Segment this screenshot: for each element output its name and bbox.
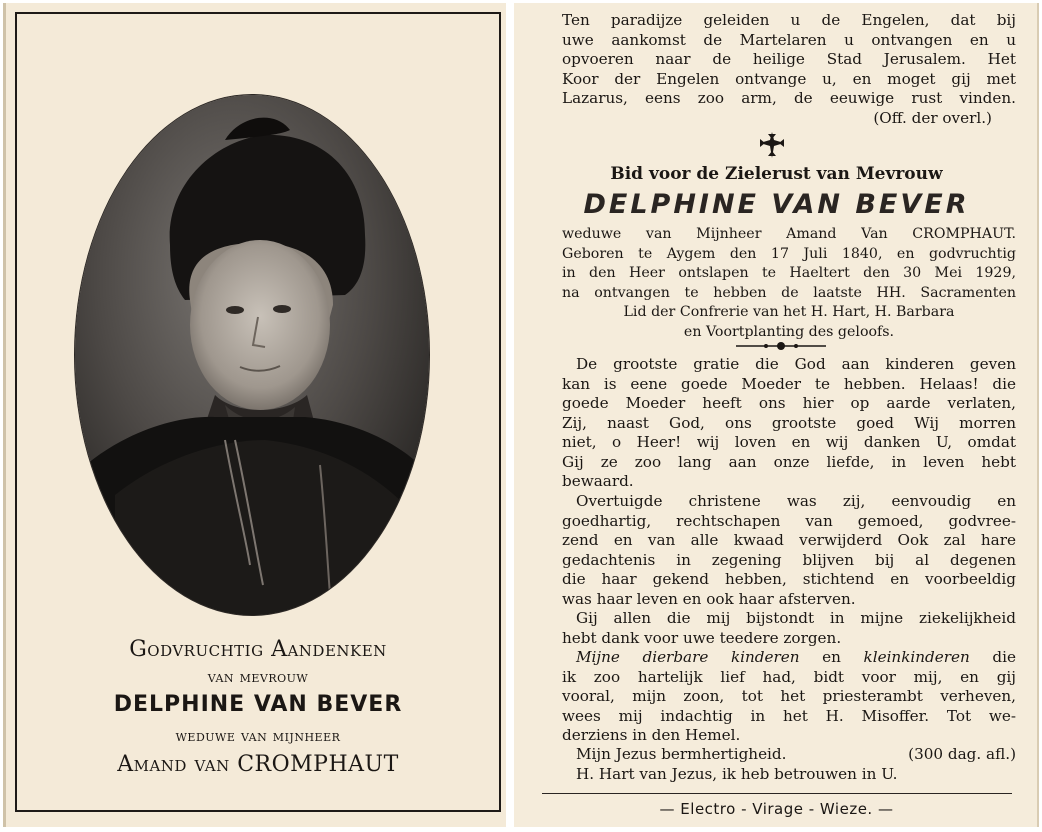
paragraph-character — [562, 492, 1016, 609]
memorial-card-back — [514, 3, 1039, 827]
indulgence-line — [576, 745, 1016, 765]
prayer-line: Koor der Engelen ontvange u, en moget gij met — [562, 69, 1016, 88]
para-line: kan is eene goede Moeder te hebben. Helaas! die — [562, 374, 1016, 393]
para-line: hebt dank voor uwe teedere zorgen. — [562, 628, 842, 647]
prayer-line: opvoeren naar de heilige Stad Jerusalem. Het — [562, 50, 1016, 68]
para-line: zend en van alle kwaad verwijderd Ook zal hare — [562, 531, 1016, 549]
indulgences — [576, 745, 1016, 784]
keepsake-heading: Godvruchtig Aandenken — [129, 637, 387, 662]
keepsake-name: DELPHINE VAN BEVER — [113, 692, 403, 717]
prayer-source: (Off. der overl.) — [873, 108, 992, 127]
para-line: Zij, naast God, ons grootste goed Wij morren — [562, 413, 1016, 432]
memorial-card-front — [3, 3, 506, 827]
conjunction: en — [799, 648, 864, 666]
children-phrase: Mijne dierbare kinderen — [576, 648, 800, 666]
para-line: vooral, mijn zoon, tot het priesterambt verheven, — [562, 687, 1016, 705]
paragraph-mother — [562, 355, 1016, 492]
prayer-line: uwe aankomst de Martelaren u ontvangen en u — [562, 30, 1016, 49]
indulgence-line: H. Hart van Jezus, ik heb betrouwen in U. — [576, 764, 898, 783]
para-line: niet, o Heer! wij loven en wij danken U, omdat — [562, 433, 1016, 451]
opening-prayer — [562, 11, 1016, 128]
para-line: goedhartig, rechtschapen van gemoed, godvree- — [562, 511, 1016, 530]
para-line: ik zoo hartelijk lief had, bidt voor mij, en gij — [562, 667, 1016, 686]
cross-icon — [758, 131, 786, 159]
bio-line: weduwe van Mijnheer Amand Van CROMPHAUT. — [562, 226, 1016, 242]
ornament-divider-icon — [736, 340, 826, 352]
prayer-line: Lazarus, eens zoo arm, de eeuwige rust vinden. — [562, 89, 1016, 107]
paragraph-children — [562, 648, 1016, 746]
paragraph-thanks — [562, 609, 1016, 648]
para-line: Gij ze zoo lang aan onze liefde, in leven hebt — [562, 452, 1016, 471]
bio-line: in den Heer ontslapen te Haeltert den 30 Mei 1929, — [562, 265, 1016, 281]
para-line: bewaard. — [562, 472, 634, 490]
bio-line: na ontvangen te hebben de laatste HH. Sacramenten — [562, 284, 1016, 301]
indulgence-note: (300 dag. afl.) — [908, 745, 1016, 763]
para-line: die haar gekend hebben, stichtend en voorbeeldig — [562, 570, 1016, 588]
para-line: gedachtenis in zegening blijven bij al degenen — [562, 550, 1016, 569]
keepsake-of-mrs: van mevrouw — [207, 667, 309, 686]
prayer-line: Ten paradijze geleiden u de Engelen, dat bij — [562, 11, 1016, 29]
footer-rule — [542, 793, 1012, 794]
biography — [562, 225, 1016, 342]
keepsake-husband-name: Amand van CROMPHAUT — [117, 752, 399, 777]
bio-line: Geboren te Aygem den 17 Juli 1840, en godvruchtig — [562, 245, 1016, 262]
para-line: derziens in den Hemel. — [562, 726, 741, 744]
bio-line: Lid der Confrerie van het H. Hart, H. Barbara — [623, 304, 955, 320]
para-line — [562, 648, 1016, 668]
para-line: was haar leven en ook haar afsterven. — [562, 589, 856, 608]
keepsake-widow-of: weduwe van mijnheer — [175, 726, 341, 745]
printer-credit: — Electro - Virage - Wieze. — — [659, 800, 894, 818]
para-line: De grootste gratie die God aan kinderen geven — [576, 355, 1016, 373]
grandchildren-phrase: kleinkinderen — [863, 648, 970, 666]
para-line: Gij allen die mij bijstondt in mijne ziekelijkheid — [576, 609, 1016, 627]
line-end: die — [969, 648, 1016, 666]
deceased-name: DELPHINE VAN BEVER — [583, 189, 970, 220]
para-line: goede Moeder heeft ons hier op aarde verlaten, — [562, 394, 1016, 412]
bio-line: en Voortplanting des geloofs. — [683, 323, 895, 340]
para-line: Overtuigde christene was zij, eenvoudig en — [576, 492, 1016, 510]
para-line: wees mij indachtig in het H. Misoffer. Tot we- — [562, 706, 1016, 725]
indulgence-text: Mijn Jezus bermhertigheid. — [576, 745, 787, 763]
portrait-photo — [75, 95, 429, 615]
prayer-request-heading: Bid voor de Zielerust van Mevrouw — [610, 164, 943, 184]
